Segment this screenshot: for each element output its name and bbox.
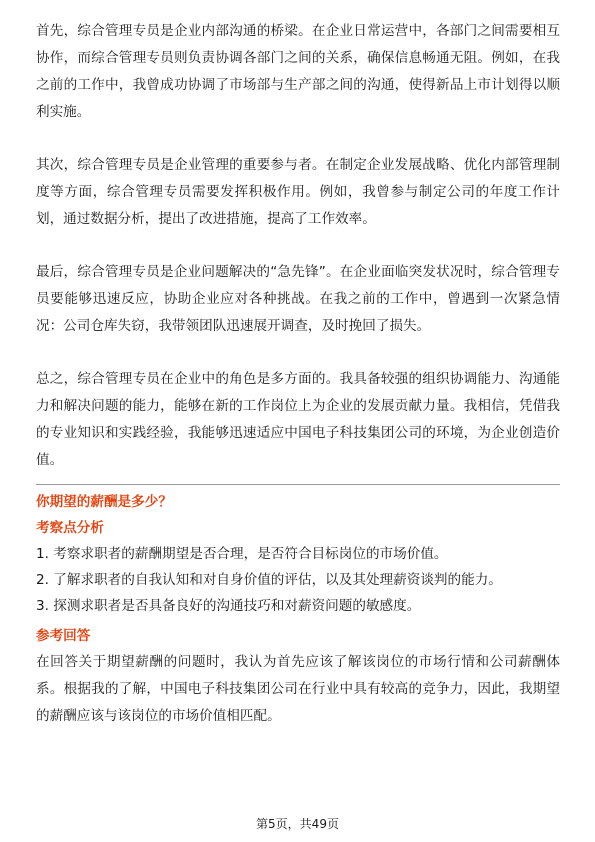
- section-divider: [36, 484, 560, 485]
- analysis-list: [36, 541, 560, 619]
- paragraph-first: 首先，综合管理专员是企业内部沟通的桥梁。在企业日常运营中，各部门之间需要相互协作，而综合管理专员则负责协调各部门之间的关系，确保信息畅通无阻。例如，在我之前的工作中，我曾成功协调了市场部与生产部之间的沟通，使得新品上市计划得以顺利实施。: [36, 23, 560, 120]
- analysis-heading: 考察点分析: [36, 520, 104, 536]
- paragraph-conclusion: 总之，综合管理专员在企业中的角色是多方面的。我具备较强的组织协调能力、沟通能力和解决问题的能力，能够在新的工作岗位上为企业的发展贡献力量。我相信，凭借我的专业知识和实践经验，我能够迅速适应中国电子科技集团公司的环境，为企业创造价值。: [36, 371, 560, 468]
- analysis-point: 1. 考察求职者的薪酬期望是否合理，是否符合目标岗位的市场价值。: [36, 546, 448, 562]
- paragraph-last: 最后，综合管理专员是企业问题解决的“急先锋”。在企业面临突发状况时，综合管理专员要能够迅速反应，协助企业应对各种挑战。在我之前的工作中，曾遇到一次紧急情况：公司仓库失窃，我带领团队迅速展开调查，及时挽回了损失。: [36, 264, 560, 334]
- analysis-point: 2. 了解求职者的自我认知和对自身价值的评估，以及其处理薪资谈判的能力。: [36, 572, 502, 588]
- reference-answer: 在回答关于期望薪酬的问题时，我认为首先应该了解该岗位的市场行情和公司薪酬体系。根据我的了解，中国电子科技集团公司在行业中具有较高的竞争力，因此，我期望的薪酬应该与该岗位的市场价值相匹配。: [36, 654, 560, 724]
- paragraph-second: 其次，综合管理专员是企业管理的重要参与者。在制定企业发展战略、优化内部管理制度等方面，综合管理专员需要发挥积极作用。例如，我曾参与制定公司的年度工作计划，通过数据分析，提出了改进措施，提高了工作效率。: [36, 157, 560, 227]
- document-page: [36, 18, 560, 730]
- page-number: 第5页，共49页: [256, 817, 339, 831]
- analysis-point: 3. 探测求职者是否具备良好的沟通技巧和对薪资问题的敏感度。: [36, 598, 421, 614]
- reference-heading: 参考回答: [36, 628, 91, 644]
- question-heading: 你期望的薪酬是多少？: [36, 494, 172, 510]
